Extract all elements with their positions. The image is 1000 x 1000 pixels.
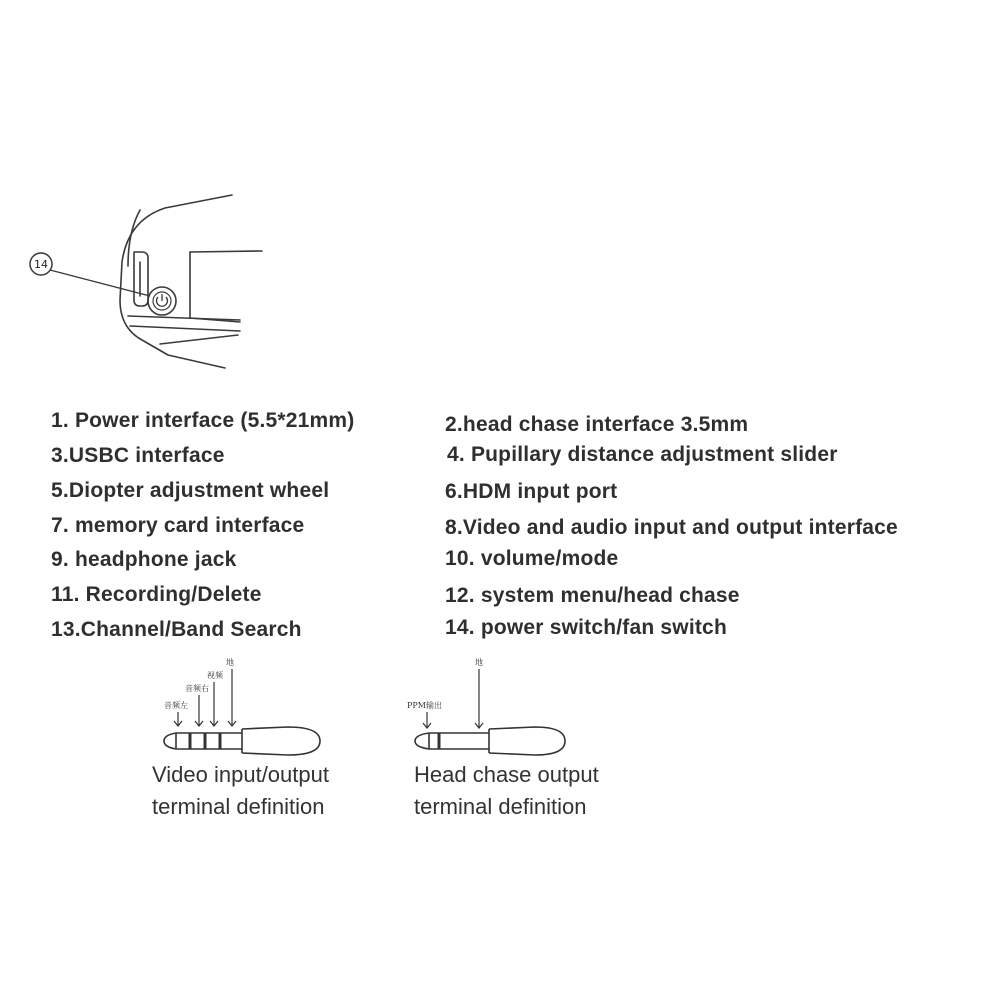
legend-item-13: 13.Channel/Band Search (51, 618, 302, 641)
video-pin-label-ground: 地 (226, 658, 234, 667)
head-chase-connector-diagram (405, 655, 605, 765)
device-illustration (0, 0, 1000, 400)
head-chase-connector-caption: Head chase output terminal definition (414, 762, 599, 819)
device-slot (134, 252, 148, 306)
legend-item-3: 3.USBC interface (51, 444, 225, 467)
legend-item-5: 5.Diopter adjustment wheel (51, 479, 330, 502)
video-plug-icon (164, 727, 320, 755)
legend-item-14: 14. power switch/fan switch (445, 616, 727, 639)
device-side-panel (190, 251, 262, 252)
video-connector-caption: Video input/output terminal definition (152, 762, 329, 819)
head-chase-pin-label-ground: 地 (475, 658, 483, 667)
legend-item-7: 7. memory card interface (51, 514, 305, 537)
legend-item-11: 11. Recording/Delete (51, 583, 262, 606)
legend-item-12: 12. system menu/head chase (445, 584, 740, 607)
legend-item-9: 9. headphone jack (51, 548, 237, 571)
legend-item-8: 8.Video and audio input and output interface (445, 516, 898, 539)
legend-item-10: 10. volume/mode (445, 547, 619, 570)
power-button-icon (148, 287, 176, 315)
legend-item-1: 1. Power interface (5.5*21mm) (51, 409, 355, 432)
video-connector-diagram (150, 655, 350, 765)
callout-leader (50, 270, 150, 296)
head-chase-pin-label-ppm: PPM输出 (407, 701, 442, 710)
video-pin-label-video: 视频 (207, 671, 223, 680)
callout-number: 14 (34, 258, 48, 271)
legend-item-4: 4. Pupillary distance adjustment slider (447, 443, 838, 466)
legend-item-6: 6.HDM input port (445, 480, 618, 503)
legend-item-2: 2.head chase interface 3.5mm (445, 413, 749, 436)
head-chase-plug-icon (415, 727, 565, 755)
video-pin-label-audio-right: 音频右 (185, 684, 209, 693)
video-pin-label-audio-left: 音频左 (164, 701, 188, 710)
